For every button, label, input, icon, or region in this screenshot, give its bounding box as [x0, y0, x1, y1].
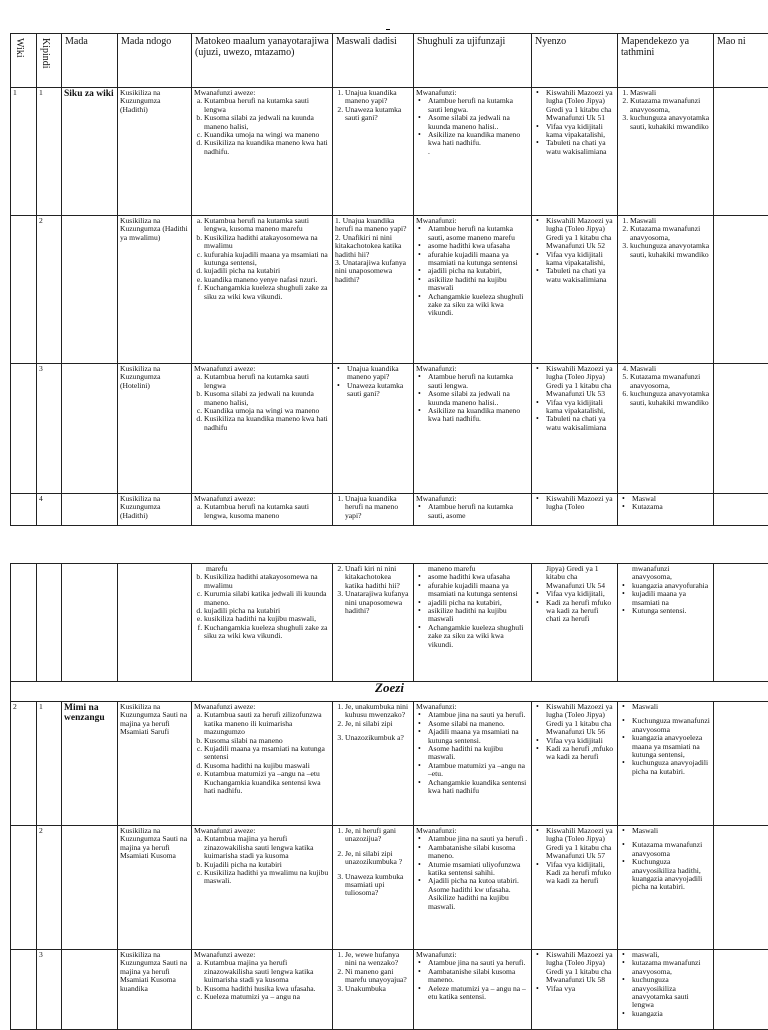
list-item: • ajadili picha na kutabiri,	[425, 267, 529, 275]
list-item: b. Kusoma silabi na maneno	[204, 737, 330, 745]
cell-mada: Mimi na wenzangu	[62, 702, 118, 826]
list-item: d. Kusikiliza na kuandika maneno kwa hati nadhifu	[204, 415, 330, 432]
header-maoni: Mao ni	[714, 34, 768, 88]
cell-wiki	[11, 564, 37, 682]
list-item: • kujadili maana ya msamiati na	[629, 590, 711, 607]
matokeo-intro: Mwanafunzi aweze:	[194, 89, 330, 97]
scheme-table-1	[10, 33, 768, 526]
cell-mapendekezo	[618, 826, 714, 950]
list-item: • Tabuleti na chati ya watu wakisalimiana	[543, 139, 615, 156]
list-item: • Asome silabi za jedwali na kuunda maneno halisi..	[425, 114, 529, 131]
list-item: 3. kuchunguza anavyotamka sauti, kuhakiki mwandiko	[630, 242, 711, 259]
scheme-page-2	[10, 563, 768, 1030]
list-item: • Kutunga sentensi.	[629, 607, 711, 615]
cell-kipindi: 1	[37, 702, 62, 826]
cell-matokeo	[192, 88, 333, 216]
list-item: • Atumie msamiati uliyofunzwa katika sentensi sahihi.	[425, 861, 529, 878]
list-item: • maswali,	[629, 951, 711, 959]
list-item: • Vifaa vya kidijitali, Kadi za herufi mfuko wa kadi za herufi	[543, 861, 615, 886]
shughuli-intro: Mwanafunzi:	[416, 827, 529, 835]
cell-kipindi: 3	[37, 364, 62, 494]
shughuli-intro: Mwanafunzi:	[416, 951, 529, 959]
list-item: • Atambue jina na sauti ya herufi.	[425, 711, 529, 719]
cell-mada-ndogo: Kusikiliza na Kuzungumza Sauti na majina ya herufi Msamiati Kusoma kuandika	[118, 950, 192, 1030]
cell-kipindi: 3	[37, 950, 62, 1030]
cell-matokeo	[192, 826, 333, 950]
cell-nyenzo	[532, 564, 618, 682]
list-item: • Achangamkie kueleza shughuli zake za siku za wiki kwa vikundi.	[425, 624, 529, 649]
cell-mapendekezo	[618, 88, 714, 216]
list-item: d. kujadili picha na kutabiri	[204, 607, 330, 615]
cell-wiki	[11, 950, 37, 1030]
list-item: • Atambue herufi na kutamka sauti, asome	[425, 503, 529, 520]
list-item: • kuangazia anavyofurahia	[629, 582, 711, 590]
list-item: • Asome hadithi na kujibu maswali.	[425, 745, 529, 762]
list-item: a. Kutambua herufi na kutamka sauti lengwa, kusoma maneno	[204, 503, 330, 520]
cell-maswali	[333, 564, 414, 682]
cell-matokeo	[192, 564, 333, 682]
list-item: 2. Unaweza kutamka sauti gani?	[345, 106, 411, 123]
map-lead: mwanafunzi anavyosoma,	[620, 565, 711, 582]
list-item: c. Kuandika umoja na wingi wa maneno	[204, 131, 330, 139]
section-row	[11, 682, 768, 702]
matokeo-lead: marefu	[194, 565, 330, 573]
cell-mapendekezo	[618, 950, 714, 1030]
cell-maoni	[714, 702, 768, 826]
cell-maswali	[333, 494, 414, 526]
cell-maoni	[714, 88, 768, 216]
scheme-table-2	[10, 563, 768, 1030]
list-item: a. Kutambua herufi na kutamka sauti lengwa	[204, 97, 330, 114]
cell-wiki	[11, 494, 37, 526]
cell-matokeo	[192, 364, 333, 494]
cell-shughuli	[414, 216, 532, 364]
list-item: • Tabuleti na chati ya watu wakisalimiana	[543, 415, 615, 432]
list-item: c. Kuandika umoja na wingi wa maneno	[204, 407, 330, 415]
cell-kipindi: 1	[37, 88, 62, 216]
cell-shughuli	[414, 564, 532, 682]
list-item: • Kiswahili Mazoezi ya lugha (Toleo Jipya) Gredi ya 1 kitabu cha Mwanafunzi Uk 52	[543, 217, 615, 251]
list-item: • Atambue herufi na kutamka sauti lengwa.	[425, 97, 529, 114]
cell-mada-ndogo: Kusikiliza na Kuzungumza Sauti na majina ya herufi Msamiati Sarufi	[118, 702, 192, 826]
cell-nyenzo	[532, 826, 618, 950]
list-item: 1. Je, unakumbuka nini kuhusu mwenzako?	[345, 703, 411, 720]
cell-mada-ndogo	[118, 564, 192, 682]
list-item: 3. Unakumbuka	[345, 985, 411, 993]
list-item: • Kiswahili Mazoezi ya lugha (Toleo Jipya) Gredi ya 1 kitabu cha Mwanafunzi Uk 57	[543, 827, 615, 861]
cell-nyenzo	[532, 364, 618, 494]
list-item: • Vifaa vya kidijitali kama vipakatalishi,	[543, 251, 615, 268]
cell-mapendekezo	[618, 564, 714, 682]
table-row	[11, 702, 768, 826]
cell-maoni	[714, 216, 768, 364]
matokeo-intro: Mwanafunzi aweze:	[194, 703, 330, 711]
matokeo-intro: Mwanafunzi aweze:	[194, 365, 330, 373]
list-item: 3. kuchunguza anavyotamka sauti, kuhakiki mwandiko	[630, 114, 711, 131]
list-item: • Achangamkie kuandika sentensi kwa hati nadhifu	[425, 779, 529, 796]
matokeo-intro: Mwanafunzi aweze:	[194, 495, 330, 503]
list-item: c. Kueleza matumizi ya – angu na	[204, 993, 330, 1001]
cell-matokeo	[192, 216, 333, 364]
matokeo-intro: Mwanafunzi aweze:	[194, 827, 330, 835]
list-item: 1. Je, ni herufi gani unazozijua?	[345, 827, 411, 844]
cell-wiki: 1	[11, 88, 37, 216]
list-item: • Maswali	[629, 703, 711, 711]
list-item: b. Kusikiliza hadithi atakayosomewa na mwalimu	[204, 234, 330, 251]
cell-nyenzo	[532, 216, 618, 364]
list-item: d. kujadili picha na kutabiri	[204, 267, 330, 275]
list-item: 5. Kutazama mwanafunzi anavyosoma,	[630, 373, 711, 390]
table-row	[11, 494, 768, 526]
shughuli-tail: .	[416, 148, 529, 156]
cell-shughuli	[414, 702, 532, 826]
list-item: • asikilize hadithi na kujibu maswali	[425, 276, 529, 293]
list-item: • Unaweza kutamka sauti gani?	[344, 382, 411, 399]
cell-kipindi: 2	[37, 216, 62, 364]
list-item: • Vifaa vya kidijitali	[543, 737, 615, 745]
table-row	[11, 216, 768, 364]
list-item: • Kiswahili Mazoezi ya lugha (Toleo Jipya) Gredi ya 1 kitabu cha Mwanafunzi Uk 53	[543, 365, 615, 399]
list-item: • Aambatanishe silabi kusoma maneno.	[425, 844, 529, 861]
list-item: d. Kusoma hadithi na kujibu maswali	[204, 762, 330, 770]
list-item: • Kiswahili Mazoezi ya lugha (Toleo Jipya) Gredi ya 1 kitabu cha Mwanafunzi Uk 58	[543, 951, 615, 985]
list-item: 4. Maswali	[630, 365, 711, 373]
list-item: e. kusikiliza hadithi na kujibu maswali,	[204, 615, 330, 623]
table-row	[11, 364, 768, 494]
list-item: • Maswali	[629, 827, 711, 835]
list-item: • kuangazia anavyoeleza maana ya msamiati na kutunga sentensi,	[629, 734, 711, 759]
nyenzo-lead: Jipya) Gredi ya 1 kitabu cha Mwanafunzi Uk 54	[534, 565, 615, 590]
list-item: • Vifaa vya	[543, 985, 615, 993]
header-kipindi: Kipindi	[37, 34, 62, 88]
list-item: a. Kutambua majina ya herufi zinazowakilisha sauti lengwa katika kuimarisha stadi ya kusoma	[204, 959, 330, 984]
cell-mada-ndogo: Kusikiliza na Kuzungumza (Hotelini)	[118, 364, 192, 494]
cell-shughuli	[414, 88, 532, 216]
list-item: 2. Kutazama mwanafunzi anavyosoma,	[630, 225, 711, 242]
list-item: • Ajadili picha na kutoa utabiri. Asome hadithi kw ufasaha. Asikilize hadithi na kujibu maswali.	[425, 877, 529, 911]
list-item: • Asome silabi za jedwali na kuunda maneno halisi..	[425, 390, 529, 407]
cell-mapendekezo	[618, 216, 714, 364]
cell-wiki	[11, 216, 37, 364]
cell-wiki	[11, 364, 37, 494]
table-row	[11, 826, 768, 950]
list-item: • Kiswahili Mazoezi ya lugha (Toleo	[543, 495, 615, 512]
list-item: e. kuandika maneno yenye nafasi nzuri.	[204, 276, 330, 284]
shughuli-intro: Mwanafunzi:	[416, 495, 529, 503]
cell-mada	[62, 494, 118, 526]
table-row	[11, 950, 768, 1030]
list-item: 2. Ni maneno gani marefu unayoyajua?	[345, 968, 411, 985]
question-line: 3. Unatarajiwa kufanya nini unaposomewa hadithi?	[335, 259, 411, 284]
cell-mada	[62, 564, 118, 682]
shughuli-lead: maneno marefu	[416, 565, 529, 573]
cell-mada-ndogo: Kusikiliza na Kuzungumza (Hadithi ya mwalimu)	[118, 216, 192, 364]
list-item: 3. Unazozikumbuk a?	[345, 734, 411, 742]
list-item: • Asikilize na kuandika maneno kwa hati nadhifu.	[425, 131, 529, 148]
list-item: b. Kujadili picha na kutabiri	[204, 861, 330, 869]
list-item: 3. Unaweza kumbuka msamiati upi tuliosoma?	[345, 873, 411, 898]
list-item: b. Kusikiliza hadithi atakayosomewa na mwalimu	[204, 573, 330, 590]
list-item: 3. Unatarajiwa kufanya nini unaposomewa hadithi?	[345, 590, 411, 615]
cell-mada	[62, 364, 118, 494]
cell-maoni	[714, 364, 768, 494]
list-item: • Vifaa vya kidijitali,	[543, 590, 615, 598]
list-item: • Maswal	[629, 495, 711, 503]
list-item: • Kiswahili Mazoezi ya lugha (Toleo Jipya) Gredi ya 1 kitabu cha Mwanafunzi Uk 56	[543, 703, 615, 737]
cell-mada	[62, 950, 118, 1030]
list-item: • Vifaa vya kidijitali kama vipakatalishi,	[543, 123, 615, 140]
cell-matokeo	[192, 950, 333, 1030]
list-item: f. Kuchangamkia kueleza shughuli zake za siku za wiki kwa vikundi.	[204, 284, 330, 301]
header-mada: Mada	[62, 34, 118, 88]
list-item: • Atambue matumizi ya –angu na –etu.	[425, 762, 529, 779]
question-line: 2. Unafikiri ni nini kitakachotokea katika hadithi hii?	[335, 234, 411, 259]
cell-wiki	[11, 826, 37, 950]
list-item: • asikilize hadithi na kujibu maswali	[425, 607, 529, 624]
cell-matokeo	[192, 702, 333, 826]
cell-kipindi	[37, 564, 62, 682]
list-item: d. Kusikiliza na kuandika maneno kwa hati nadhifu.	[204, 139, 330, 156]
list-item: b. Kusoma silabi za jedwali na kuunda maneno halisi,	[204, 114, 330, 131]
list-item: • kuchunguza anavyojadili picha na kutabiri.	[629, 759, 711, 776]
cell-nyenzo	[532, 702, 618, 826]
list-item: • Ajadili maana ya msamiati na kutunga sentensi.	[425, 728, 529, 745]
cell-matokeo	[192, 494, 333, 526]
header-shughuli: Shughuli za ujifunzaji	[414, 34, 532, 88]
list-item: 2. Unafi kiri ni nini kitakachotokea katika hadithi hii?	[345, 565, 411, 590]
list-item: • Kutazama mwanafunzi anavyosoma	[629, 841, 711, 858]
list-item: • Kadi za herufi mfuko wa kadi za herufi chati za herufi	[543, 599, 615, 624]
shughuli-intro: Mwanafunzi:	[416, 703, 529, 711]
header-matokeo: Matokeo maalum yanayotarajiwa (ujuzi, uwezo, mtazamo)	[192, 34, 333, 88]
cell-wiki: 2	[11, 702, 37, 826]
cell-mapendekezo	[618, 494, 714, 526]
list-item: • kuangazia	[629, 1010, 711, 1018]
cell-maswali	[333, 702, 414, 826]
list-item: • asome hadithi kwa ufasaha	[425, 242, 529, 250]
header-mapendekezo: Mapendekezo ya tathmini	[618, 34, 714, 88]
list-item: 1. Maswali	[630, 89, 711, 97]
header-row	[11, 34, 768, 88]
list-item: • Achangamkie kueleza shughuli zake za siku za wiki kwa vikundi.	[425, 293, 529, 318]
question-line: 1. Unajua kuandika herufi na maneno yapi?	[335, 217, 411, 234]
list-item: • Aeleze matumizi ya – angu na –etu katika sentensi.	[425, 985, 529, 1002]
cell-kipindi: 4	[37, 494, 62, 526]
list-item: • Atambue herufi na kutamka sauti lengwa.	[425, 373, 529, 390]
list-item: • Tabuleti na chati ya watu wakisalimiana	[543, 267, 615, 284]
cell-mapendekezo	[618, 364, 714, 494]
scheme-page-1	[10, 33, 768, 526]
table-row	[11, 88, 768, 216]
list-item: b. Kusoma hadithi husika kwa ufasaha.	[204, 985, 330, 993]
cell-mada-ndogo: Kusikiliza na Kuzungumza (Hadithi)	[118, 88, 192, 216]
matokeo-intro: Mwanafunzi aweze:	[194, 951, 330, 959]
table-row	[11, 564, 768, 682]
list-item: c. Kurumia silabi katika jedwali ili kuunda maneno.	[204, 590, 330, 607]
list-item: a. Kutambua herufi na kutamka sauti lengwa	[204, 373, 330, 390]
cell-shughuli	[414, 494, 532, 526]
cell-shughuli	[414, 364, 532, 494]
cell-mada: Siku za wiki	[62, 88, 118, 216]
list-item: • ajadili picha na kutabiri,	[425, 599, 529, 607]
list-item: a. Kutambua herufi na kutamka sauti lengwa, kusoma maneno marefu	[204, 217, 330, 234]
cell-mada	[62, 216, 118, 364]
list-item: • kutazama mwanafunzi anavyosoma,	[629, 959, 711, 976]
list-item: • kuchunguza anavyosikiliza anavyotamka sauti lengwa	[629, 976, 711, 1010]
list-item: • Kiswahili Mazoezi ya lugha (Toleo Jipya) Gredi ya 1 kitabu cha Mwanafunzi Uk 51	[543, 89, 615, 123]
list-item: • Atambue jina na sauti ya herufi .	[425, 835, 529, 843]
list-item: b. Kusoma silabi za jedwali na kuunda maneno halisi,	[204, 390, 330, 407]
list-item: • Asome silabi na maneno.	[425, 720, 529, 728]
list-item: • asome hadithi kwa ufasaha	[425, 573, 529, 581]
cell-kipindi: 2	[37, 826, 62, 950]
section-title: Zoezi	[11, 682, 768, 702]
list-item: 1. Je, wewe hufanya nini na wenzako?	[345, 951, 411, 968]
cell-mada-ndogo: Kusikiliza na Kuzungumza (Hadithi)	[118, 494, 192, 526]
list-item: • Kadi za herufi ,mfuko wa kadi za herufi	[543, 745, 615, 762]
list-item: • Aambatanishe silabi kusoma maneno.	[425, 968, 529, 985]
list-item: 1. Unajua kuandika herufi na maneno yapi?	[345, 495, 411, 520]
list-item: • Asikilize na kuandika maneno kwa hati nadhifu.	[425, 407, 529, 424]
list-item: • Kutazama	[629, 503, 711, 511]
cell-maoni	[714, 564, 768, 682]
list-item: • Vifaa vya kidijitali kama vipakatalishi,	[543, 399, 615, 416]
cell-maoni	[714, 494, 768, 526]
list-item: 2. Kutazama mwanafunzi anavyosoma,	[630, 97, 711, 114]
list-item: 2. Je, ni silabi zipi	[345, 720, 411, 728]
header-mada-ndogo: Mada ndogo	[118, 34, 192, 88]
list-item: • Unajua kuandika maneno yapi?	[344, 365, 411, 382]
cell-maswali	[333, 88, 414, 216]
list-item: 6. kuchunguza anavyotamka sauti, kuhakiki mwandiko	[630, 390, 711, 407]
cell-nyenzo	[532, 88, 618, 216]
list-item: c. Kujadili maana ya msamiati na kutunga sentensi	[204, 745, 330, 762]
list-item: 1. Unajua kuandika maneno yapi?	[345, 89, 411, 106]
list-item: c. Kusikiliza hadithi ya mwalimu na kujibu maswali.	[204, 869, 330, 886]
cell-shughuli	[414, 826, 532, 950]
list-item: a. Kutambua sauti za herufi zilizofunzwa katika maneno ili kuimarisha mazungumzo	[204, 711, 330, 736]
shughuli-intro: Mwanafunzi:	[416, 89, 529, 97]
cell-maswali	[333, 826, 414, 950]
shughuli-intro: Mwanafunzi:	[416, 217, 529, 225]
list-item: 2. Je, ni silabi zipi unazozikumbuka ?	[345, 850, 411, 867]
header-wiki: Wiki	[11, 34, 37, 88]
list-item: a. Kutambua majina ya herufi zinazowakilisha sauti lengwa katika kuimarisha stadi ya kusoma	[204, 835, 330, 860]
cell-nyenzo	[532, 950, 618, 1030]
list-item: 1. Maswali	[630, 217, 711, 225]
list-item: e. Kutambua matumizi ya –angu na –etu Kuchangamkia kuandika sentensi kwa hati nadhifu.	[204, 770, 330, 795]
page-marker	[386, 29, 390, 30]
shughuli-intro: Mwanafunzi:	[416, 365, 529, 373]
list-item: f. Kuchangamkia kueleza shughuli zake za siku za wiki kwa vikundi.	[204, 624, 330, 641]
cell-maoni	[714, 826, 768, 950]
cell-mada-ndogo: Kusikiliza na Kuzungumza Sauti na majina ya herufi Msamiati Kusoma	[118, 826, 192, 950]
list-item: • Atambue jina na sauti ya herufi.	[425, 959, 529, 967]
list-item: c. kufurahia kujadili maana ya msamiati na kutunga sentensi,	[204, 251, 330, 268]
header-nyenzo: Nyenzo	[532, 34, 618, 88]
cell-maswali	[333, 950, 414, 1030]
list-item: • Kuchunguza mwanafunzi anavyosoma	[629, 717, 711, 734]
cell-mapendekezo	[618, 702, 714, 826]
cell-shughuli	[414, 950, 532, 1030]
cell-maoni	[714, 950, 768, 1030]
list-item: • Atambue herufi na kutamka sauti, asome maneno marefu	[425, 225, 529, 242]
header-maswali: Maswali dadisi	[333, 34, 414, 88]
cell-maswali	[333, 364, 414, 494]
list-item: • Kuchunguza anavyosikiliza hadithi, kuangazia anavyojadili picha na kutabiri.	[629, 858, 711, 892]
cell-nyenzo	[532, 494, 618, 526]
cell-mada	[62, 826, 118, 950]
list-item: • afurahie kujadili maana ya msamiati na kutunga sentensi	[425, 582, 529, 599]
list-item: • afurahie kujadili maana ya msamiati na kutunga sentensi	[425, 251, 529, 268]
cell-maswali	[333, 216, 414, 364]
